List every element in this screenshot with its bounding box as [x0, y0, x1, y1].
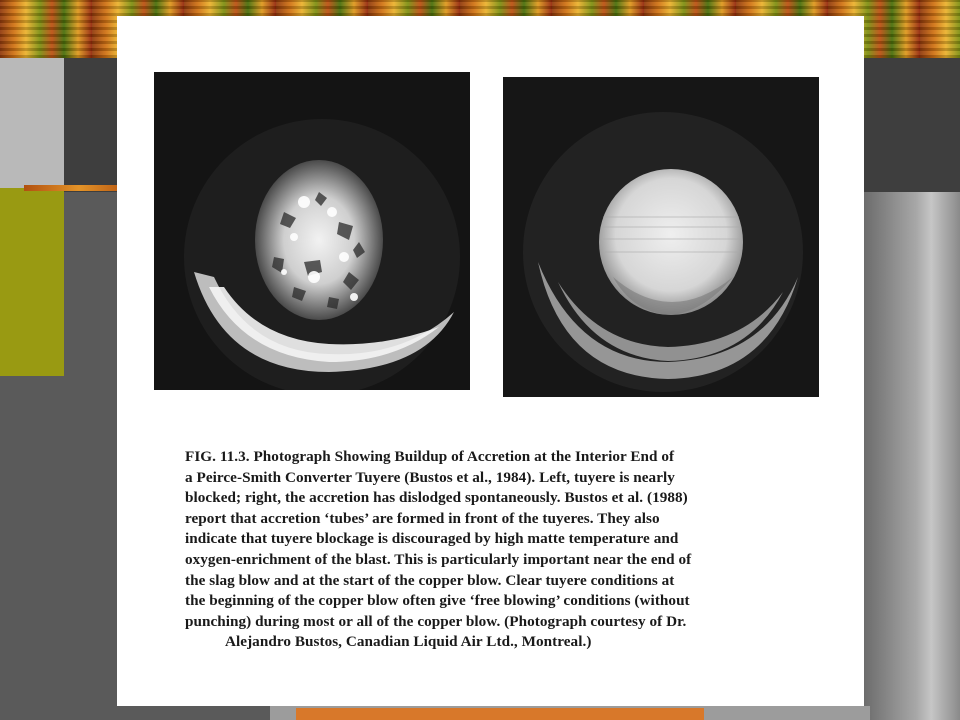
caption-line: a Peirce-Smith Converter Tuyere (Bustos et al., 1984). Left, tuyere is nearly [185, 468, 675, 486]
caption-line: punching) during most or all of the copper blow. (Photograph courtesy of Dr. [185, 612, 687, 630]
tuyere-blocked-photo [154, 72, 470, 390]
figure-caption [185, 447, 785, 653]
caption-line: FIG. 11.3. Photograph Showing Buildup of Accretion at the Interior End of [185, 448, 675, 465]
caption-line: the beginning of the copper blow often give ‘free blowing’ conditions (without [185, 592, 690, 610]
decorative-left-olive-block [0, 188, 64, 376]
caption-line: oxygen-enrichment of the blast. This is particularly important near the end of [185, 550, 692, 568]
scanned-page [117, 16, 864, 706]
decorative-left-gray-block [0, 58, 64, 188]
tuyere-clear-photo [503, 77, 819, 397]
caption-line: the slag blow and at the start of the copper blow. Clear tuyere conditions at [185, 571, 675, 589]
caption-line: report that accretion ‘tubes’ are formed in front of the tuyeres. They also [185, 509, 660, 527]
caption-line: Alejandro Bustos, Canadian Liquid Air Ltd., Montreal.) [225, 633, 592, 651]
decorative-bottom-orange-bar [296, 708, 704, 720]
decorative-right-column [864, 192, 960, 720]
caption-line: blocked; right, the accretion has dislodged spontaneously. Bustos et al. (1988) [185, 489, 688, 507]
caption-line: indicate that tuyere blockage is discouraged by high matte temperature and [185, 530, 679, 548]
